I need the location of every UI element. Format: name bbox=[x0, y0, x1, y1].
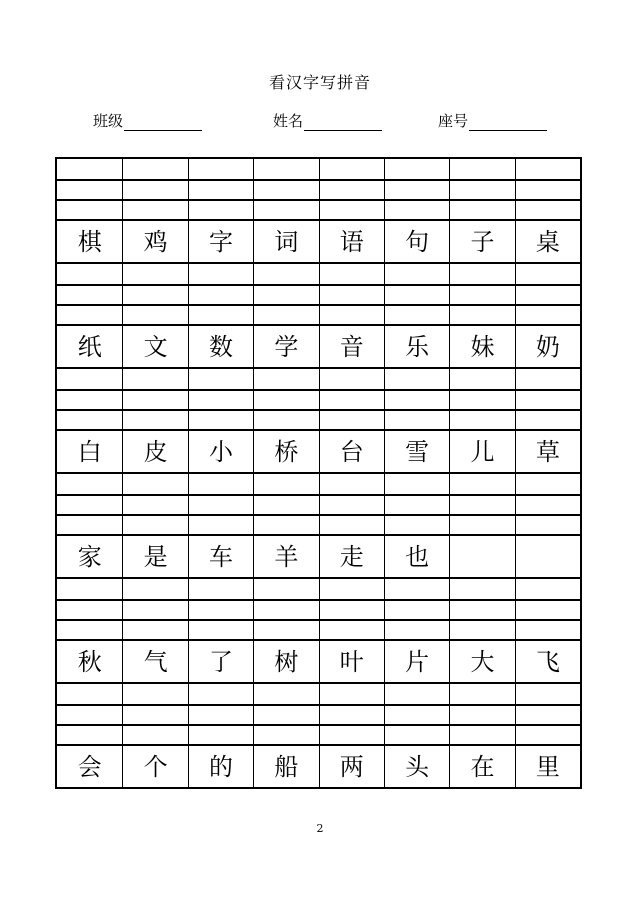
character-cell: 两 bbox=[319, 746, 384, 787]
character-cell: 个 bbox=[122, 746, 187, 787]
pinyin-writing-cell[interactable] bbox=[449, 369, 514, 429]
row-block bbox=[55, 369, 582, 474]
pinyin-writing-cell[interactable] bbox=[449, 474, 514, 534]
pinyin-writing-cell[interactable] bbox=[319, 264, 384, 324]
seat-label: 座号 bbox=[438, 112, 469, 130]
pinyin-writing-cell[interactable] bbox=[515, 369, 580, 429]
character-cell: 皮 bbox=[122, 431, 187, 472]
pinyin-worksheet-grid bbox=[55, 157, 580, 789]
pinyin-writing-cell[interactable] bbox=[449, 264, 514, 324]
character-cell: 是 bbox=[122, 536, 187, 577]
pinyin-writing-cell[interactable] bbox=[57, 474, 122, 534]
pinyin-writing-cell[interactable] bbox=[253, 579, 318, 639]
character-cell: 羊 bbox=[253, 536, 318, 577]
pinyin-writing-row bbox=[57, 369, 580, 431]
character-cell: 树 bbox=[253, 641, 318, 682]
pinyin-writing-cell[interactable] bbox=[253, 474, 318, 534]
character-cell: 鸡 bbox=[122, 221, 187, 262]
row-block bbox=[55, 157, 582, 264]
student-info-row bbox=[0, 110, 640, 132]
name-label: 姓名 bbox=[273, 112, 304, 130]
pinyin-writing-cell[interactable] bbox=[449, 159, 514, 219]
pinyin-writing-cell[interactable] bbox=[515, 579, 580, 639]
character-cell: 妹 bbox=[449, 326, 514, 367]
pinyin-writing-cell[interactable] bbox=[319, 684, 384, 744]
row-block bbox=[55, 579, 582, 684]
character-cell: 走 bbox=[319, 536, 384, 577]
character-cell: 乐 bbox=[384, 326, 449, 367]
character-cell: 数 bbox=[188, 326, 253, 367]
character-cell: 字 bbox=[188, 221, 253, 262]
pinyin-writing-cell[interactable] bbox=[188, 579, 253, 639]
character-cell: 会 bbox=[77, 752, 102, 781]
pinyin-writing-cell[interactable] bbox=[253, 684, 318, 744]
character-cell: 语 bbox=[319, 221, 384, 262]
character-cell: 音 bbox=[319, 326, 384, 367]
character-cell: 也 bbox=[384, 536, 449, 577]
pinyin-writing-row bbox=[57, 159, 580, 221]
character-cell bbox=[449, 536, 514, 577]
character-cell: 儿 bbox=[449, 431, 514, 472]
page-number: 2 bbox=[316, 822, 324, 835]
seat-blank[interactable] bbox=[469, 114, 547, 131]
character-cell: 桌 bbox=[515, 221, 580, 262]
pinyin-writing-cell[interactable] bbox=[188, 159, 253, 219]
pinyin-writing-cell[interactable] bbox=[253, 264, 318, 324]
character-cell: 子 bbox=[449, 221, 514, 262]
pinyin-writing-cell[interactable] bbox=[57, 264, 122, 324]
pinyin-writing-row bbox=[57, 474, 580, 536]
pinyin-writing-cell[interactable] bbox=[515, 474, 580, 534]
character-cell: 车 bbox=[188, 536, 253, 577]
pinyin-writing-cell[interactable] bbox=[253, 159, 318, 219]
pinyin-writing-cell[interactable] bbox=[515, 684, 580, 744]
character-cell: 里 bbox=[515, 746, 580, 787]
pinyin-writing-cell[interactable] bbox=[122, 264, 187, 324]
character-cell: 家 bbox=[77, 542, 102, 571]
pinyin-writing-cell[interactable] bbox=[188, 684, 253, 744]
pinyin-writing-row bbox=[57, 684, 580, 746]
character-cell bbox=[515, 536, 580, 577]
character-cell: 草 bbox=[515, 431, 580, 472]
class-field bbox=[93, 110, 202, 131]
pinyin-writing-cell[interactable] bbox=[384, 264, 449, 324]
pinyin-writing-cell[interactable] bbox=[384, 684, 449, 744]
character-cell: 雪 bbox=[384, 431, 449, 472]
pinyin-writing-cell[interactable] bbox=[319, 579, 384, 639]
character-cell: 船 bbox=[253, 746, 318, 787]
pinyin-writing-cell[interactable] bbox=[384, 579, 449, 639]
character-cell: 词 bbox=[253, 221, 318, 262]
pinyin-writing-cell[interactable] bbox=[319, 474, 384, 534]
pinyin-writing-cell[interactable] bbox=[122, 579, 187, 639]
character-cell: 棋 bbox=[77, 227, 102, 256]
name-blank[interactable] bbox=[304, 114, 382, 131]
row-block bbox=[55, 264, 582, 369]
character-cell: 在 bbox=[449, 746, 514, 787]
character-row bbox=[57, 326, 580, 369]
pinyin-writing-cell[interactable] bbox=[122, 159, 187, 219]
row-block bbox=[55, 474, 582, 579]
pinyin-writing-cell[interactable] bbox=[57, 369, 122, 429]
character-cell: 头 bbox=[384, 746, 449, 787]
character-cell: 片 bbox=[384, 641, 449, 682]
pinyin-writing-cell[interactable] bbox=[319, 159, 384, 219]
character-row bbox=[57, 431, 580, 474]
character-row bbox=[57, 221, 580, 264]
pinyin-writing-cell[interactable] bbox=[384, 369, 449, 429]
character-cell: 台 bbox=[319, 431, 384, 472]
pinyin-writing-cell[interactable] bbox=[122, 474, 187, 534]
character-cell: 奶 bbox=[515, 326, 580, 367]
pinyin-writing-cell[interactable] bbox=[188, 369, 253, 429]
character-cell: 文 bbox=[122, 326, 187, 367]
pinyin-writing-cell[interactable] bbox=[515, 159, 580, 219]
character-cell: 了 bbox=[188, 641, 253, 682]
character-cell: 纸 bbox=[77, 332, 102, 361]
pinyin-writing-cell[interactable] bbox=[449, 579, 514, 639]
seat-field bbox=[438, 110, 547, 131]
pinyin-writing-row bbox=[57, 579, 580, 641]
class-blank[interactable] bbox=[124, 114, 202, 131]
character-row bbox=[57, 746, 580, 789]
character-cell: 句 bbox=[384, 221, 449, 262]
character-cell: 学 bbox=[253, 326, 318, 367]
character-cell: 飞 bbox=[515, 641, 580, 682]
pinyin-writing-cell[interactable] bbox=[515, 264, 580, 324]
pinyin-writing-cell[interactable] bbox=[384, 159, 449, 219]
character-cell: 叶 bbox=[319, 641, 384, 682]
character-row bbox=[57, 536, 580, 579]
class-label: 班级 bbox=[93, 112, 124, 130]
character-cell: 气 bbox=[122, 641, 187, 682]
pinyin-writing-cell[interactable] bbox=[319, 369, 384, 429]
pinyin-writing-cell[interactable] bbox=[384, 474, 449, 534]
pinyin-writing-cell[interactable] bbox=[122, 369, 187, 429]
name-field bbox=[273, 110, 382, 131]
character-cell: 白 bbox=[77, 437, 102, 466]
character-cell: 桥 bbox=[253, 431, 318, 472]
worksheet-title: 看汉字写拼音 bbox=[268, 73, 371, 92]
pinyin-writing-cell[interactable] bbox=[188, 474, 253, 534]
character-cell: 大 bbox=[449, 641, 514, 682]
pinyin-writing-cell[interactable] bbox=[57, 159, 122, 219]
character-cell: 的 bbox=[188, 746, 253, 787]
character-row bbox=[57, 641, 580, 684]
pinyin-writing-row bbox=[57, 264, 580, 326]
pinyin-writing-cell[interactable] bbox=[253, 369, 318, 429]
pinyin-writing-cell[interactable] bbox=[449, 684, 514, 744]
pinyin-writing-cell[interactable] bbox=[57, 684, 122, 744]
pinyin-writing-cell[interactable] bbox=[188, 264, 253, 324]
pinyin-writing-cell[interactable] bbox=[57, 579, 122, 639]
character-cell: 秋 bbox=[77, 647, 102, 676]
character-cell: 小 bbox=[188, 431, 253, 472]
pinyin-writing-cell[interactable] bbox=[122, 684, 187, 744]
row-block bbox=[55, 684, 582, 789]
